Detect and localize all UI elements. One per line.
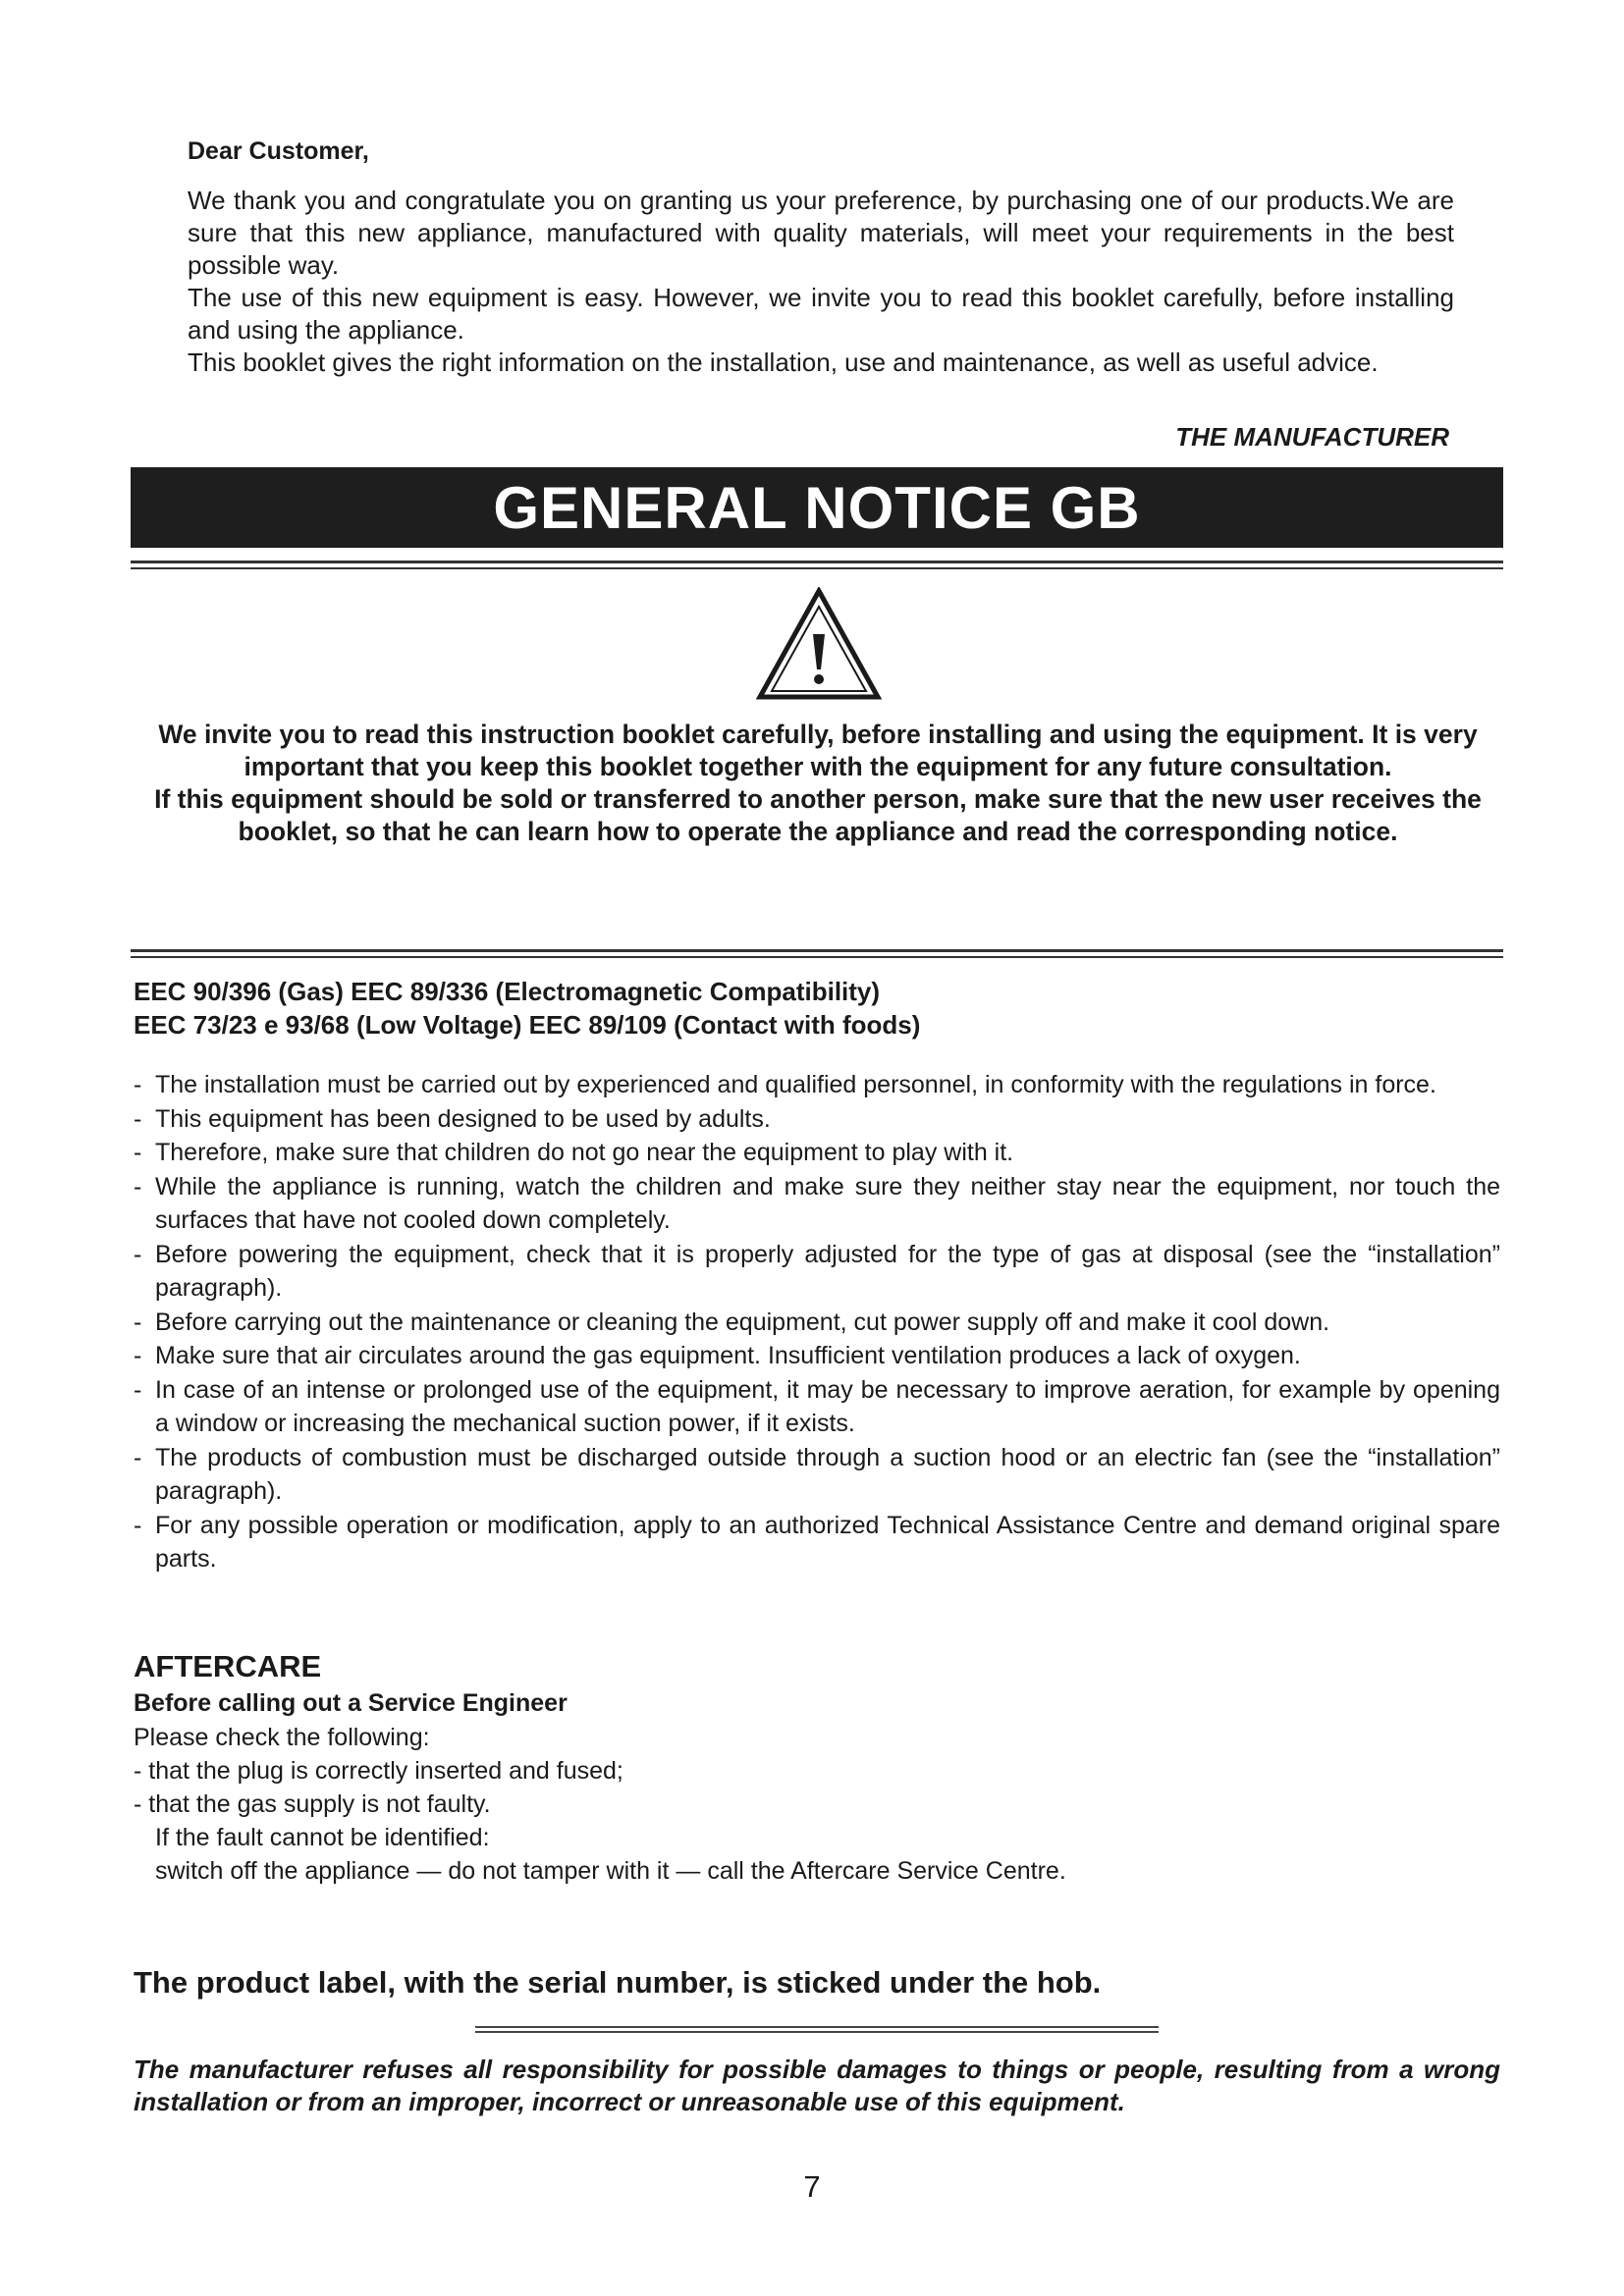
directive-line: EEC 90/396 (Gas) EEC 89/336 (Electromagnetic Compatibility) (134, 977, 881, 1006)
directive-line: EEC 73/23 e 93/68 (Low Voltage) EEC 89/109 (Contact with foods) (134, 1010, 921, 1040)
aftercare-subtitle: Before calling out a Service Engineer (134, 1689, 568, 1717)
section-banner: GENERAL NOTICE GB (131, 467, 1503, 548)
list-item: - This equipment has been designed to be used by adults. (134, 1102, 1500, 1137)
warning-triangle-icon (756, 587, 882, 703)
aftercare-check: - that the plug is correctly inserted and fused; (134, 1757, 623, 1785)
important-notice (137, 719, 1498, 848)
list-item: - Make sure that air circulates around the gas equipment. Insufficient ventilation produces a lack of oxygen. (134, 1339, 1500, 1373)
disclaimer: The manufacturer refuses all responsibility for possible damages to things or people, resulting from a wrong installation or from an improper, incorrect or unreasonable use of this equipment. (134, 2055, 1500, 2116)
letter-paragraph: This booklet gives the right information on the installation, use and maintenance, as well as useful advice. (188, 347, 1379, 377)
aftercare-title: AFTERCARE (134, 1649, 322, 1683)
list-item: - Before powering the equipment, check that it is properly adjusted for the type of gas at disposal (see the “installation” paragraph). (134, 1238, 1500, 1306)
directives (134, 975, 920, 1041)
list-item: - For any possible operation or modification, apply to an authorized Technical Assistance Centre and demand original spare parts. (134, 1509, 1500, 1576)
page-number: 7 (803, 2169, 821, 2204)
letter-body (188, 185, 1454, 379)
aftercare-check: - that the gas supply is not faulty. (134, 1790, 491, 1818)
product-label-note: The product label, with the serial number, is sticked under the hob. (134, 1965, 1102, 2000)
aftercare-body (134, 1721, 1066, 1888)
list-item: - Before carrying out the maintenance or cleaning the equipment, cut power supply off and make it cool down. (134, 1306, 1500, 1340)
letter-signature: THE MANUFACTURER (1175, 422, 1449, 452)
double-rule (475, 2026, 1159, 2033)
notice-paragraph: We invite you to read this instruction booklet carefully, before installing and using the equipment. It is very important that you keep this booklet together with the equipment for any future consultation. (158, 720, 1478, 781)
double-rule (131, 561, 1503, 569)
list-item: - The products of combustion must be discharged outside through a suction hood or an electric fan (see the “installation” paragraph). (134, 1441, 1500, 1509)
aftercare-action-line: switch off the appliance — do not tamper with it — call the Aftercare Service Centre. (155, 1857, 1066, 1885)
letter-paragraph: We thank you and congratulate you on granting us your preference, by purchasing one of our products.We are sure that this new appliance, manufactured with quality materials, will meet your requirements in the best possible way. (188, 186, 1454, 280)
safety-rules-list (134, 1068, 1500, 1576)
letter-paragraph: The use of this new equipment is easy. However, we invite you to read this booklet carefully, before installing and using the appliance. (188, 283, 1454, 345)
double-rule (131, 949, 1503, 958)
aftercare-fault-line: If the fault cannot be identified: (155, 1824, 490, 1851)
aftercare-intro: Please check the following: (134, 1724, 430, 1751)
notice-paragraph: If this equipment should be sold or transferred to another person, make sure that the new user receives the booklet, so that he can learn how to operate the appliance and read the corresponding notice. (154, 784, 1482, 846)
list-item: - In case of an intense or prolonged use of the equipment, it may be necessary to improve aeration, for example by opening a window or increasing the mechanical suction power, if it exists. (134, 1373, 1500, 1441)
list-item: - Therefore, make sure that children do not go near the equipment to play with it. (134, 1136, 1500, 1170)
list-item: - The installation must be carried out by experienced and qualified personnel, in conformity with the regulations in force. (134, 1068, 1500, 1102)
list-item: - While the appliance is running, watch the children and make sure they neither stay near the equipment, nor touch the surfaces that have not cooled down completely. (134, 1170, 1500, 1238)
letter-greeting: Dear Customer, (188, 137, 369, 165)
